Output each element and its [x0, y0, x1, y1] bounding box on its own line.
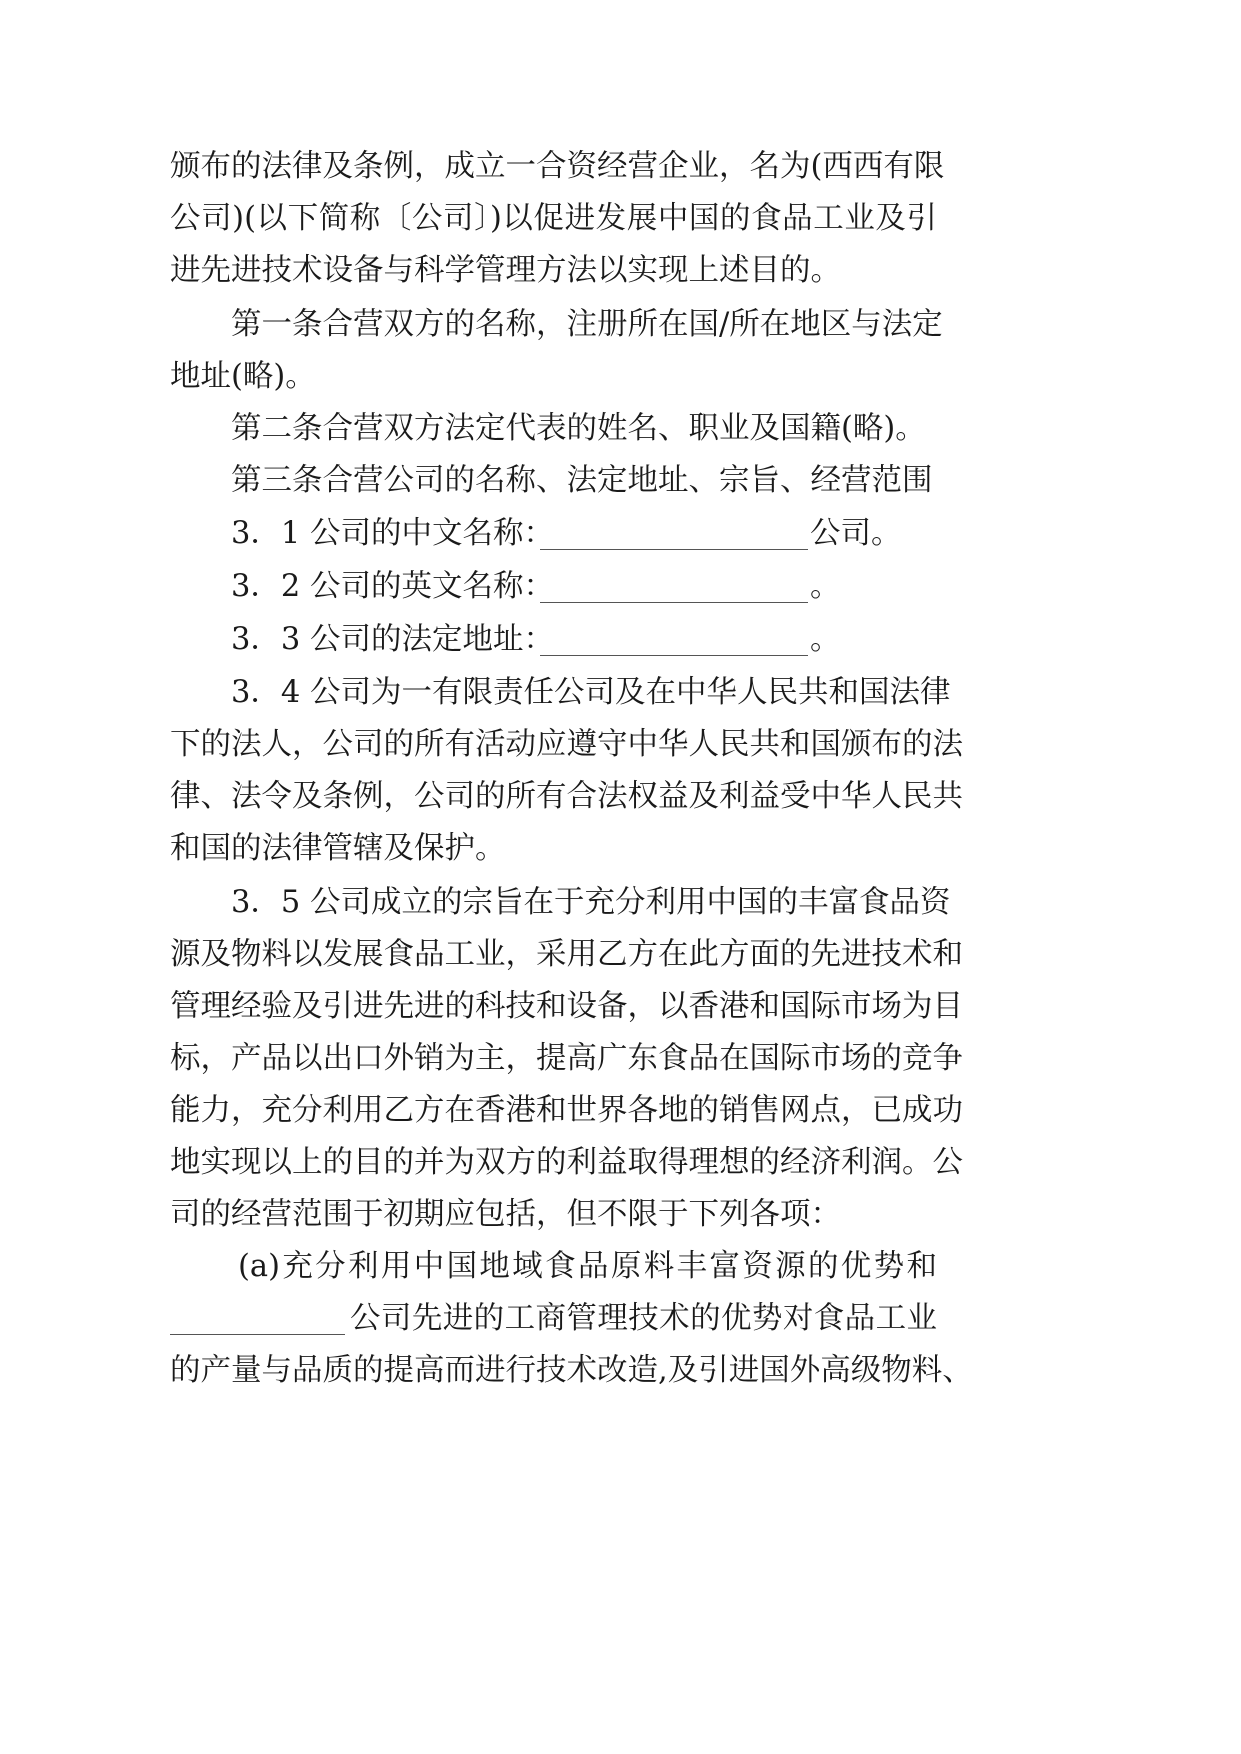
field-label: 3．2 公司的英文名称： — [231, 569, 555, 604]
field-suffix: 。 — [810, 622, 841, 657]
field-row-chinese-name — [0, 505, 1241, 563]
field-row-english-name — [0, 558, 1241, 616]
text-line-content: 3．5 公司成立的宗旨在于充分利用中国的丰富食品资 — [231, 885, 951, 920]
clause-3-4-line — [0, 664, 1241, 722]
clause-3-4-line — [0, 716, 1241, 774]
text-line-content: 下的法人，公司的所有活动应遵守中华人民共和国颁布的法 — [170, 727, 963, 762]
field-suffix: 公司。 — [810, 516, 902, 551]
field-label: 3．1 公司的中文名称： — [231, 516, 555, 551]
text-line-content: 3．4 公司为一有限责任公司及在中华人民共和国法律 — [231, 675, 951, 710]
blank-line-field[interactable] — [540, 558, 808, 616]
text-line-content: 公司先进的工商管理技术的优势对食品工业 — [350, 1301, 937, 1336]
text-line-content: 地实现以上的目的并为双方的利益取得理想的经济利润。公 — [170, 1145, 963, 1180]
text-line-content: 律、法令及条例，公司的所有合法权益及利益受中华人民共 — [170, 779, 963, 814]
article-2-heading — [0, 400, 1241, 458]
clause-3-5-line — [0, 1082, 1241, 1140]
text-line-content: (a)充分利用中国地域食品原料丰富资源的优势和 — [238, 1249, 937, 1284]
text-line-content: 第一条合营双方的名称，注册所在国/所在地区与法定 — [231, 307, 943, 342]
text-line — [0, 190, 1241, 248]
clause-3-5-line — [0, 874, 1241, 932]
item-a-line — [0, 1290, 1241, 1348]
clause-3-4-line — [0, 820, 1241, 878]
field-label: 3．3 公司的法定地址： — [231, 622, 555, 657]
blank-line-field[interactable] — [170, 1290, 345, 1348]
text-line — [0, 138, 1241, 196]
item-a-line — [0, 1342, 1241, 1400]
text-line — [0, 242, 1241, 300]
article-3-heading — [0, 452, 1241, 510]
item-a-line — [0, 1238, 1241, 1296]
text-line-content: 源及物料以发展食品工业，采用乙方在此方面的先进技术和 — [170, 937, 963, 972]
text-line-content: 颁布的法律及条例，成立一合资经营企业，名为(西西有限 — [170, 149, 945, 184]
text-line-content: 和国的法律管辖及保护。 — [170, 831, 506, 866]
clause-3-5-line — [0, 1134, 1241, 1192]
blank-line-field[interactable] — [540, 611, 808, 669]
text-line-content: 标，产品以出口外销为主，提高广东食品在国际市场的竞争 — [170, 1041, 963, 1076]
field-suffix: 。 — [810, 569, 841, 604]
text-line-content: 第二条合营双方法定代表的姓名、职业及国籍(略)。 — [231, 411, 926, 446]
text-line-content: 管理经验及引进先进的科技和设备，以香港和国际市场为目 — [170, 989, 963, 1024]
text-line-content: 进先进技术设备与科学管理方法以实现上述目的。 — [170, 253, 841, 288]
text-line-content: 第三条合营公司的名称、法定地址、宗旨、经营范围 — [231, 463, 933, 498]
field-row-legal-address — [0, 611, 1241, 669]
clause-3-5-line — [0, 1186, 1241, 1244]
text-line-content: 的产量与品质的提高而进行技术改造,及引进国外高级物料、 — [170, 1353, 973, 1388]
article-1-heading — [0, 296, 1241, 354]
text-line-content: 地址(略)。 — [170, 359, 316, 394]
blank-line-field[interactable] — [540, 505, 808, 563]
clause-3-5-line — [0, 1030, 1241, 1088]
clause-3-5-line — [0, 926, 1241, 984]
text-line-content: 司的经营范围于初期应包括，但不限于下列各项： — [170, 1197, 841, 1232]
clause-3-5-line — [0, 978, 1241, 1036]
text-line — [0, 348, 1241, 406]
clause-3-4-line — [0, 768, 1241, 826]
text-line-content: 能力，充分利用乙方在香港和世界各地的销售网点，已成功 — [170, 1093, 963, 1128]
text-line-content: 公司)(以下简称〔公司〕)以促进发展中国的食品工业及引 — [170, 201, 937, 236]
